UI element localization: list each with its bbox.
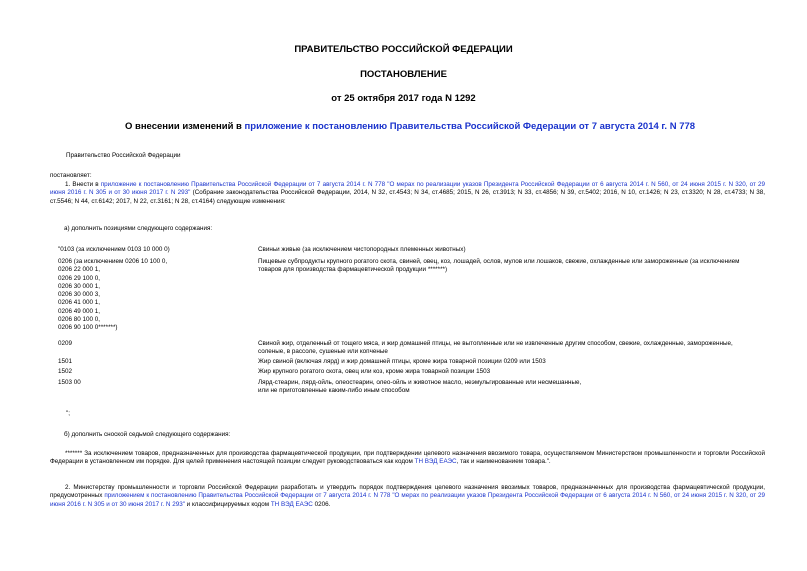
row-desc: Свиньи живые (за исключением чистопородных племенных животных) [258,246,466,253]
document-title [60,121,760,132]
decree-text: постановляет: [50,172,92,179]
item-2-start: 2. Министерству промышленности и торговли Российской Федерации разработать и утвердить порядок подтверждения целевого назначения ввозимых товаров, предназначенных для производства фармацевтической продукции, предусмотренных [50,484,765,500]
item-1-rest: (Собрание законодательства Российской Федерации, 2014, N 32, ст.4543; N 34, ст.4685; 2015, N 26, ст.3913; N 33, ст.4856; N 39, ст.5402; 2016, N 10, ст.1426; N 23, ст.3320; N 28, ст.4733; N 38, ст.5546; N 44, ст.6142; 2017, N 22, ст.3161; N 28, ст.4164) следующие изменения: [50,189,766,205]
row-codes: "0103 (за исключением 0103 10 000 0) [58,246,170,253]
item-1-paragraph [50,181,765,206]
item-2-paragraph [50,484,765,509]
row-codes: 1503 00 [58,379,81,386]
row-codes: 0206 (за исключением 0206 10 100 0, 0206 22 000 1, 0206 29 100 0, 0206 30 000 1, 0206 30 000 3, 0206 41 000 1, 0206 49 000 1, 0206 80 100 0, 0206 90 100 0*******) [58,258,168,332]
footnote-text: ******* За исключением товаров, предназначенных для производства фармацевтической продукции, при подтверждении целевого назначения ввозимого товара, осуществляемом Министерством промышленности и торговли Российской Федерации в установленном им порядке. Для целей применения настоящей позиции следует руководствоваться как кодом [50,450,765,466]
intro-text: Правительство Российской Федерации [66,152,181,159]
item-2-link[interactable]: приложением к постановлению Правительства Российской Федерации от 7 августа 2014 г. N 778 "О мерах по реализации указов Президента Российской Федерации от 6 августа 2014 г. N 560, от 24 июня 2015 г. N 320, от 29 июня 2016 г. N 305 и от 30 июня 2017 г. N 293" [50,492,766,508]
document-date-number: от 25 октября 2017 года N 1292 [331,93,476,104]
row-codes: 1501 [58,358,73,365]
footnote-paragraph [50,450,765,467]
footnote-end: , так и наименованием товара.". [456,458,551,466]
item-1-start: 1. Внести в [65,181,101,188]
row-codes: 0209 [58,340,73,347]
row-codes: 1502 [58,368,73,375]
row-desc: Пищевые субпродукты крупного рогатого скота, свиней, овец, коз, лошадей, ослов, мулов или лошаков, свежие, охлажденные или замороженные (за исключением товаров для производства фармацевтической продукции *******) [258,258,740,274]
government-heading: ПРАВИТЕЛЬСТВО РОССИЙСКОЙ ФЕДЕРАЦИИ [294,44,513,55]
closing-quote: "; [66,410,70,417]
item-2-code-link[interactable]: ТН ВЭД ЕАЭС [270,500,313,508]
sub-a-text: а) дополнить позициями следующего содержания: [64,225,213,232]
item-1-link[interactable]: приложение к постановлению Правительства Российской Федерации от 7 августа 2014 г. N 778 "О мерах по реализации указов Президента Российской Федерации от 6 августа 2014 г. N 560, от 24 июня 2015 г. N 320, от 29 июня 2016 г. N 305 и от 30 июня 2017 г. N 293" [50,181,765,197]
item-2-mid: и классифицируемых кодом [184,500,271,508]
row-desc: Жир крупного рогатого скота, овец или коз, кроме жира товарной позиции 1503 [258,368,491,375]
item-2-end: 0206. [312,500,331,508]
row-desc: Лярд-стеарин, лярд-ойль, олеостеарин, олео-ойль и животное масло, неэмульгированные или несмешанные, или не приготовленные каким-либо иным способом [258,379,582,395]
document-type: ПОСТАНОВЛЕНИЕ [360,69,447,80]
row-desc: Жир свиной (включая лярд) и жир домашней птицы, кроме жира товарной позиции 0209 или 1503 [258,358,546,365]
row-desc: Свиной жир, отделенный от тощего мяса, и жир домашней птицы, не вытопленные или не извлеченные другим способом, свежие, охлажденные, замороженные, соленые, в рассоле, сушеные или копченые [258,340,733,356]
title-prefix: О внесении изменений в [124,121,245,132]
footnote-link[interactable]: ТН ВЭД ЕАЭС [414,458,457,466]
sub-b-text: б) дополнить сноской седьмой следующего содержания: [64,431,231,438]
title-link[interactable]: приложение к постановлению Правительства Российской Федерации от 7 августа 2014 г. N 778 [244,121,696,132]
